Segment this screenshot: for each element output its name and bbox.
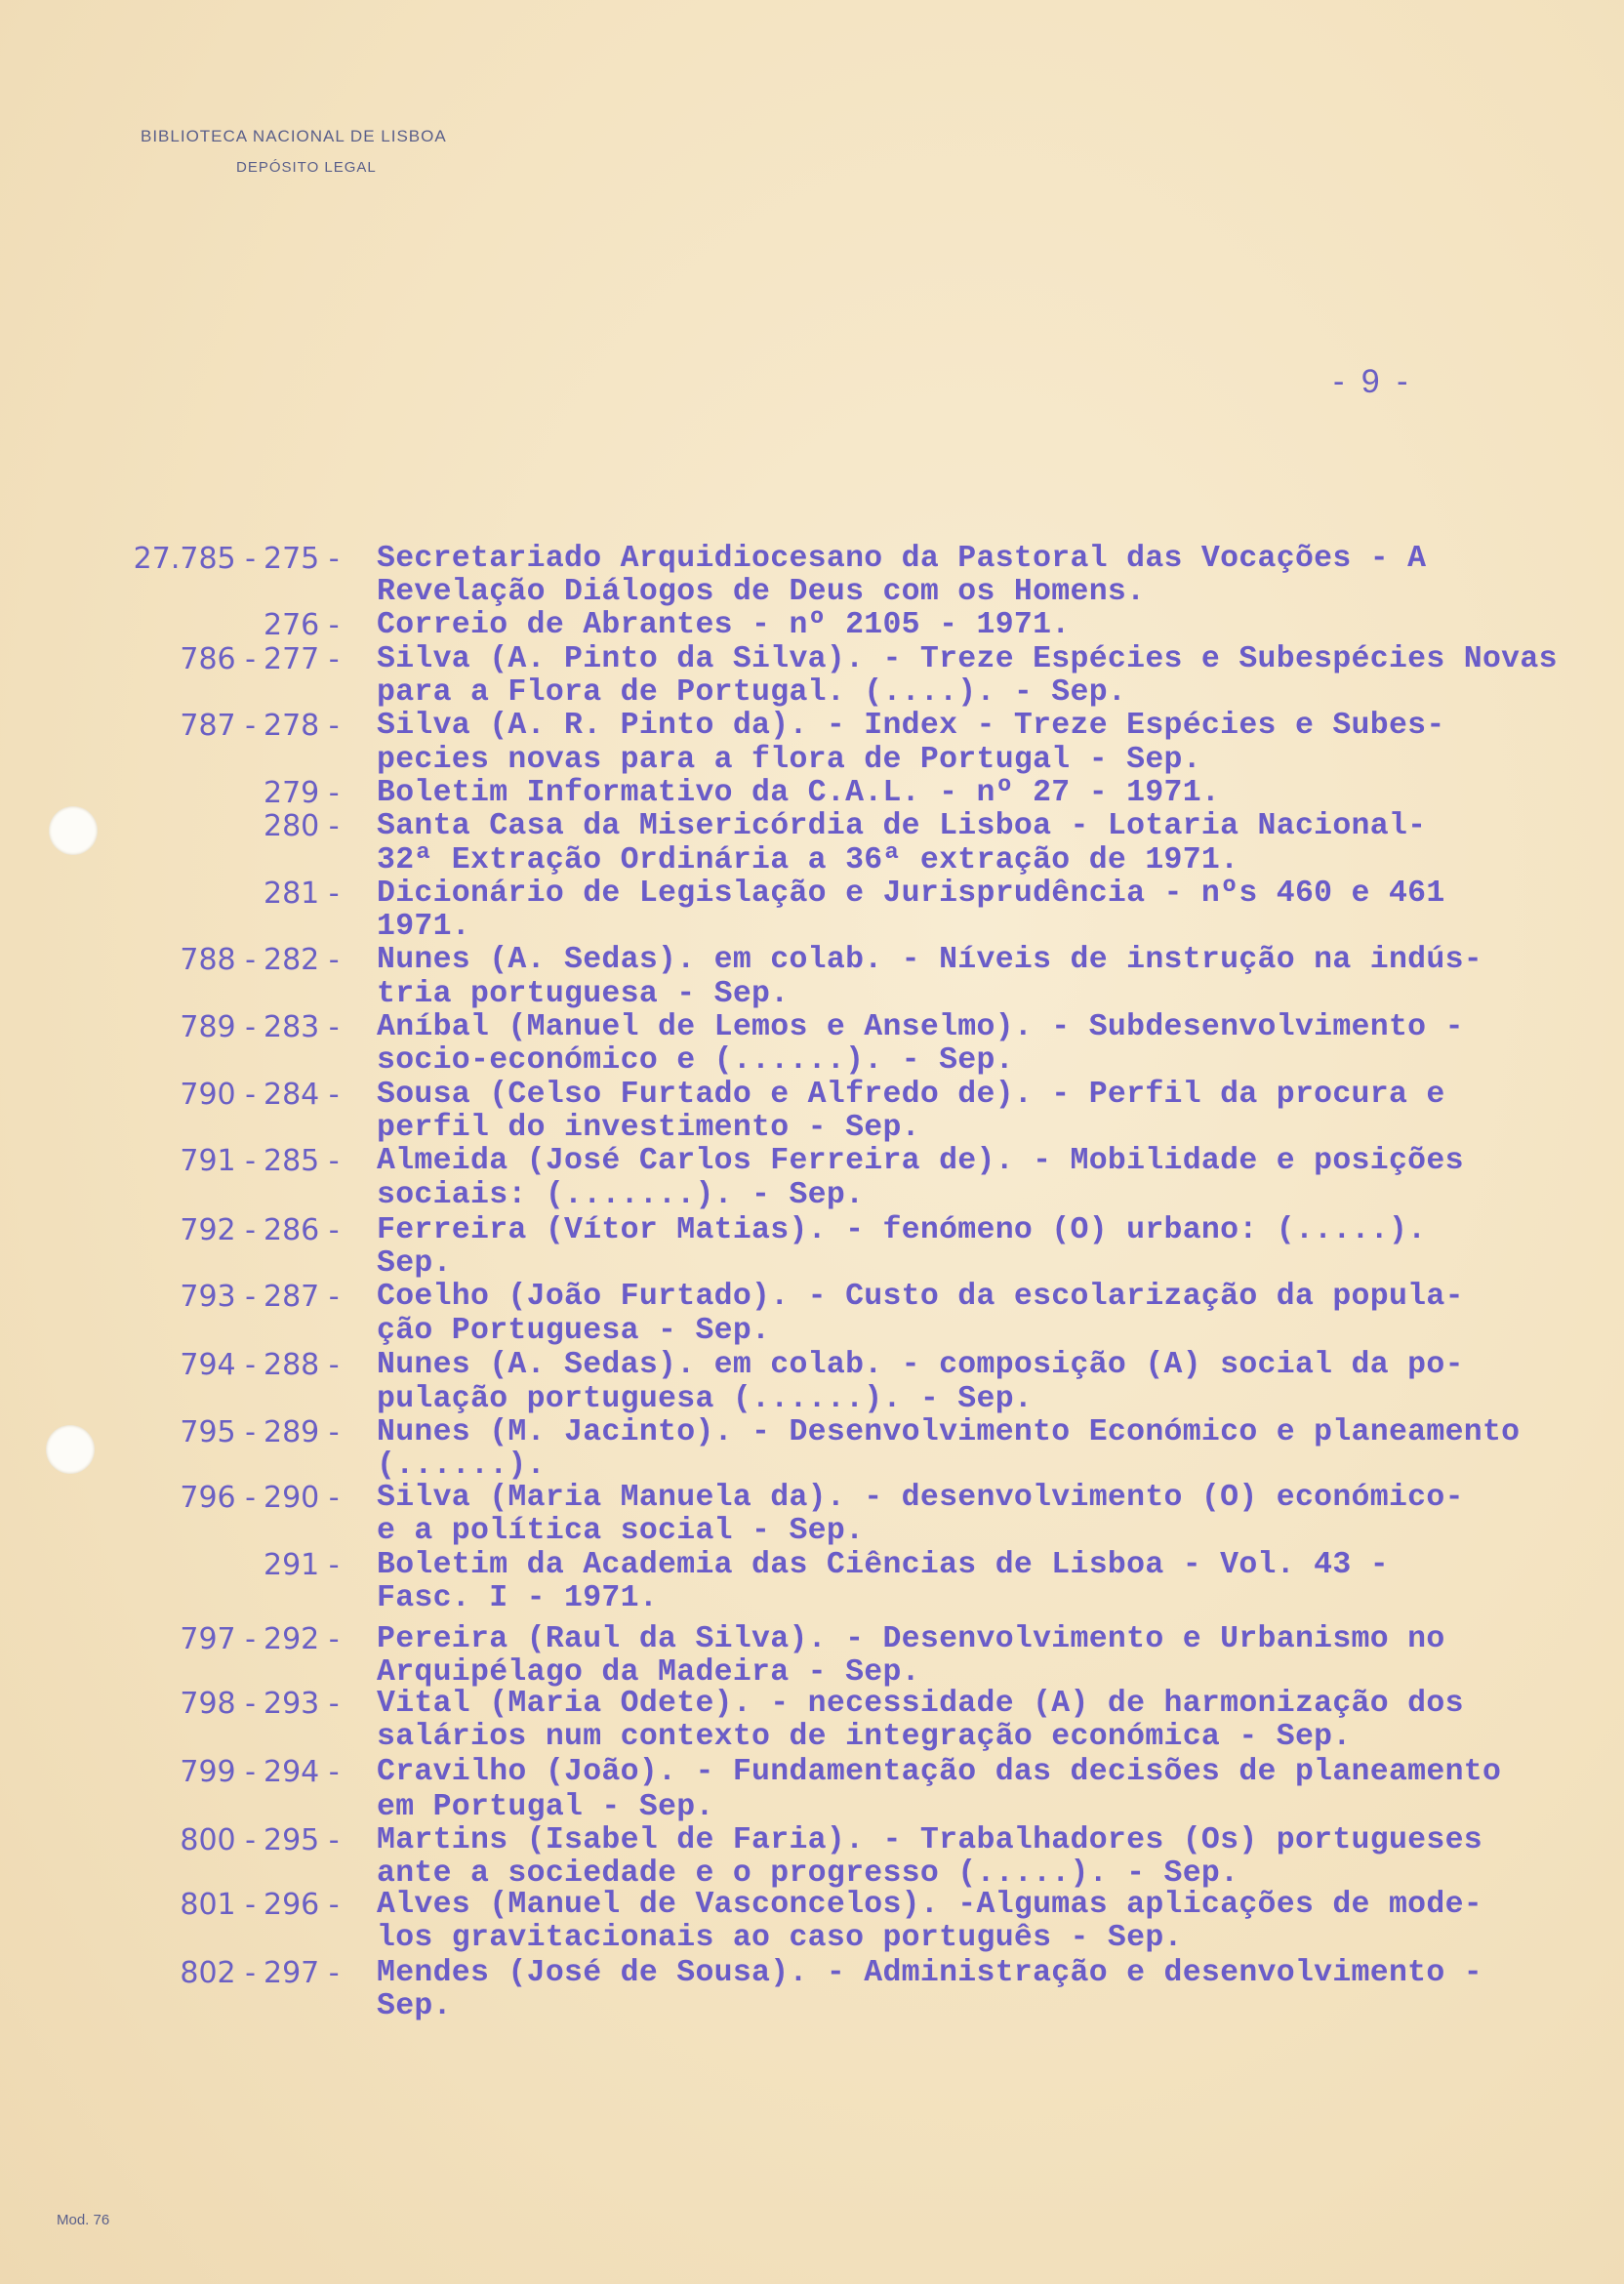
accession-number: 799 - <box>180 1755 256 1789</box>
entry-number: 277 - <box>264 642 340 676</box>
entry-number: 297 - <box>264 1956 340 1990</box>
entry-text: Almeida (José Carlos Ferreira de). - Mobilidade e posições <box>377 1144 1464 1178</box>
entry-number: 289 - <box>264 1415 340 1449</box>
entry-text: Aníbal (Manuel de Lemos e Anselmo). - Subdesenvolvimento - <box>377 1010 1464 1044</box>
accession-number: 795 - <box>180 1415 256 1449</box>
entry-number: 287 - <box>264 1280 340 1314</box>
punch-hole <box>46 1425 95 1474</box>
accession-number: 792 - <box>180 1213 256 1247</box>
entry-text: pulação portuguesa (......). - Sep. <box>377 1382 1034 1416</box>
entry-text: ção Portuguesa - Sep. <box>377 1314 771 1348</box>
accession-number: 787 - <box>180 709 256 743</box>
entry-text: Sep. <box>377 1246 452 1281</box>
entry-text: Vital (Maria Odete). - necessidade (A) de harmonização dos <box>377 1687 1464 1721</box>
page-number: - 9 - <box>1333 363 1412 400</box>
entry-text: tria portuguesa - Sep. <box>377 977 790 1011</box>
entry-text: e a política social - Sep. <box>377 1514 865 1548</box>
entry-text: para a Flora de Portugal. (....). - Sep. <box>377 675 1127 710</box>
entry-text: Cravilho (João). - Fundamentação das decisões de planeamento <box>377 1755 1502 1789</box>
institution-header: BIBLIOTECA NACIONAL DE LISBOA <box>141 127 447 145</box>
entry-number: 284 - <box>264 1078 340 1112</box>
entry-number: 290 - <box>264 1481 340 1515</box>
accession-number: 800 - <box>180 1823 256 1857</box>
entry-text: Correio de Abrantes - nº 2105 - 1971. <box>377 608 1071 642</box>
entry-text: Mendes (José de Sousa). - Administração e desenvolvimento - <box>377 1956 1482 1990</box>
accession-number: 791 - <box>180 1144 256 1178</box>
entry-number: 294 - <box>264 1755 340 1789</box>
form-model-label: Mod. 76 <box>57 2212 110 2228</box>
accession-number: 794 - <box>180 1348 256 1382</box>
entry-text: los gravitacionais ao caso português - Sep. <box>377 1921 1183 1955</box>
accession-number: 788 - <box>180 943 256 977</box>
entry-text: pecies novas para a flora de Portugal - Sep. <box>377 743 1201 777</box>
accession-number: 798 - <box>180 1687 256 1721</box>
entry-text: Boletim da Academia das Ciências de Lisboa - Vol. 43 - <box>377 1548 1389 1582</box>
accession-number: 796 - <box>180 1481 256 1515</box>
entry-text: Fasc. I - 1971. <box>377 1581 659 1615</box>
entry-number: 275 - <box>264 542 340 576</box>
accession-number: 786 - <box>180 642 256 676</box>
department-header: DEPÓSITO LEGAL <box>236 159 377 176</box>
entry-number: 288 - <box>264 1348 340 1382</box>
entry-number: 296 - <box>264 1888 340 1922</box>
entry-text: Sep. <box>377 1989 452 2023</box>
entry-text: Dicionário de Legislação e Jurisprudência - nºs 460 e 461 <box>377 877 1445 911</box>
punch-hole <box>49 806 98 855</box>
entry-number: 295 - <box>264 1823 340 1857</box>
entry-text: Secretariado Arquidiocesano da Pastoral das Vocações - A <box>377 542 1427 576</box>
accession-number: 789 - <box>180 1010 256 1044</box>
entry-text: Martins (Isabel de Faria). - Trabalhadores (Os) portugueses <box>377 1823 1482 1857</box>
entry-number: 286 - <box>264 1213 340 1247</box>
entry-text: Nunes (A. Sedas). em colab. - Níveis de instrução na indús- <box>377 943 1482 977</box>
entry-text: (......). <box>377 1448 546 1483</box>
entry-text: Ferreira (Vítor Matias). - fenómeno (O) urbano: (.....). <box>377 1213 1427 1247</box>
entry-number: 282 - <box>264 943 340 977</box>
accession-number: 801 - <box>180 1888 256 1922</box>
entry-text: 1971. <box>377 910 471 944</box>
entry-number: 276 - <box>264 608 340 642</box>
entry-text: Alves (Manuel de Vasconcelos). -Algumas aplicações de mode- <box>377 1888 1482 1922</box>
accession-number: 797 - <box>180 1622 256 1656</box>
entry-text: em Portugal - Sep. <box>377 1790 714 1824</box>
entry-number: 281 - <box>264 877 340 911</box>
entry-text: Silva (A. Pinto da Silva). - Treze Espécies e Subespécies Novas <box>377 642 1558 676</box>
entry-text: Nunes (M. Jacinto). - Desenvolvimento Económico e planeamento <box>377 1415 1521 1449</box>
entry-text: Sousa (Celso Furtado e Alfredo de). - Perfil da procura e <box>377 1078 1445 1112</box>
entry-text: Silva (Maria Manuela da). - desenvolvimento (O) económico- <box>377 1481 1464 1515</box>
entry-text: Revelação Diálogos de Deus com os Homens. <box>377 575 1146 609</box>
entry-text: Santa Casa da Misericórdia de Lisboa - Lotaria Nacional- <box>377 809 1427 843</box>
accession-number: 27.785 - <box>133 542 256 576</box>
entry-text: Silva (A. R. Pinto da). - Index - Treze Espécies e Subes- <box>377 709 1445 743</box>
entry-text: salários num contexto de integração económica - Sep. <box>377 1720 1352 1754</box>
entry-number: 278 - <box>264 709 340 743</box>
entry-text: Boletim Informativo da C.A.L. - nº 27 - 1971. <box>377 776 1221 810</box>
entry-text: sociais: (.......). - Sep. <box>377 1178 865 1212</box>
entry-text: ante a sociedade e o progresso (.....). - Sep. <box>377 1856 1239 1891</box>
entry-text: Arquipélago da Madeira - Sep. <box>377 1655 920 1690</box>
accession-number: 793 - <box>180 1280 256 1314</box>
entry-number: 279 - <box>264 776 340 810</box>
entry-text: perfil do investimento - Sep. <box>377 1111 920 1145</box>
entry-number: 283 - <box>264 1010 340 1044</box>
entry-text: Nunes (A. Sedas). em colab. - composição (A) social da po- <box>377 1348 1464 1382</box>
entry-number: 291 - <box>264 1548 340 1582</box>
entry-text: socio-económico e (......). - Sep. <box>377 1043 1014 1078</box>
entry-number: 285 - <box>264 1144 340 1178</box>
entry-text: Coelho (João Furtado). - Custo da escolarização da popula- <box>377 1280 1464 1314</box>
entry-number: 280 - <box>264 809 340 843</box>
accession-number: 790 - <box>180 1078 256 1112</box>
entry-text: 32ª Extração Ordinária a 36ª extração de 1971. <box>377 843 1239 877</box>
entry-text: Pereira (Raul da Silva). - Desenvolvimento e Urbanismo no <box>377 1622 1445 1656</box>
accession-number: 802 - <box>180 1956 256 1990</box>
entry-number: 292 - <box>264 1622 340 1656</box>
entry-number: 293 - <box>264 1687 340 1721</box>
